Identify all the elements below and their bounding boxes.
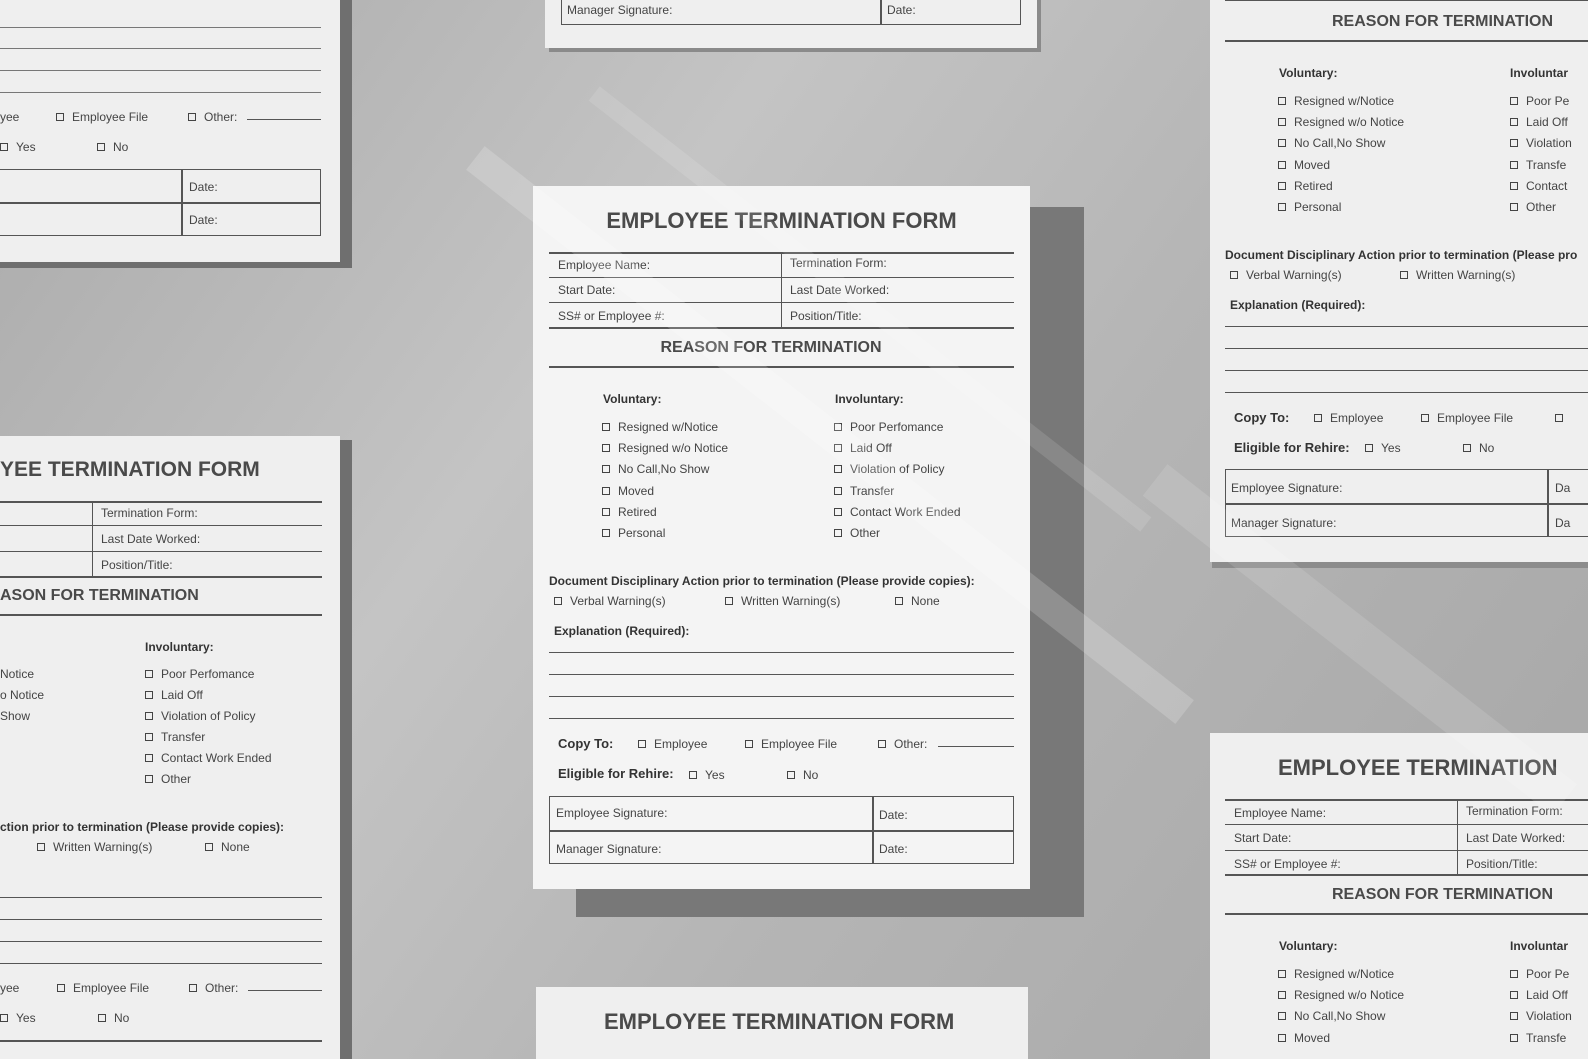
checkbox-icon bbox=[1510, 161, 1518, 169]
termination-form-field: Termination Form: bbox=[101, 506, 198, 520]
involuntary-option[interactable]: Laid Off bbox=[145, 688, 203, 702]
rehire-no-option[interactable]: No bbox=[787, 768, 818, 782]
voluntary-option[interactable]: Retired bbox=[602, 505, 657, 519]
main-form-sheet bbox=[533, 186, 1030, 889]
checkbox-icon bbox=[56, 113, 64, 121]
form-title: EMPLOYEE TERMINATION FORM bbox=[604, 1009, 955, 1034]
checkbox-icon bbox=[145, 691, 153, 699]
termination-form-field: Termination Form: bbox=[1466, 804, 1563, 818]
checkbox-icon bbox=[834, 423, 842, 431]
involuntary-option[interactable]: Laid Off bbox=[1510, 988, 1568, 1002]
checkbox-icon bbox=[1278, 97, 1286, 105]
top-left-form-sheet bbox=[0, 0, 340, 262]
voluntary-item-partial: Notice bbox=[0, 667, 35, 681]
checkbox-icon bbox=[895, 597, 903, 605]
checkbox-icon bbox=[145, 670, 153, 678]
checkbox-icon bbox=[554, 597, 562, 605]
copy-employee-file-option[interactable]: Employee File bbox=[745, 737, 837, 751]
copy-to-label: Copy To: bbox=[1234, 410, 1290, 425]
checkbox-icon bbox=[1510, 139, 1518, 147]
checkbox-icon bbox=[1510, 97, 1518, 105]
explanation-line[interactable] bbox=[549, 696, 1014, 697]
right-top-form-sheet bbox=[1210, 0, 1588, 562]
checkbox-icon bbox=[1400, 271, 1408, 279]
verbal-warning-option[interactable]: Verbal Warning(s) bbox=[1230, 268, 1342, 282]
explanation-line[interactable] bbox=[549, 674, 1014, 675]
involuntary-option[interactable]: Other bbox=[1510, 200, 1556, 214]
checkbox-icon bbox=[787, 771, 795, 779]
position-title-field: Position/Title: bbox=[1466, 857, 1538, 871]
involuntary-option[interactable]: Violation bbox=[1510, 136, 1572, 150]
written-warning-option[interactable]: Written Warning(s) bbox=[725, 594, 840, 608]
checkbox-icon bbox=[1314, 414, 1322, 422]
reason-heading: REASON FOR TERMINATION bbox=[1332, 886, 1554, 903]
involuntary-option[interactable]: Violation bbox=[1510, 1009, 1572, 1023]
checkbox-icon bbox=[188, 113, 196, 121]
rehire-yes-option[interactable]: Yes bbox=[689, 768, 725, 782]
checkbox-icon bbox=[1278, 203, 1286, 211]
involuntary-label: Involuntary: bbox=[145, 640, 214, 654]
involuntary-option[interactable]: Contact bbox=[1510, 179, 1567, 193]
bottom-center-form-sheet bbox=[536, 987, 1028, 1059]
written-warning-option[interactable]: Written Warning(s) bbox=[1400, 268, 1515, 282]
rehire-yes-option[interactable]: Yes bbox=[0, 140, 36, 154]
explanation-line[interactable] bbox=[549, 718, 1014, 719]
reason-heading-partial: ASON FOR TERMINATION bbox=[0, 587, 199, 604]
date-label-partial: Da bbox=[1555, 481, 1571, 495]
voluntary-option[interactable]: Moved bbox=[602, 484, 654, 498]
checkbox-icon bbox=[834, 508, 842, 516]
manager-signature-date[interactable]: Date: bbox=[879, 842, 908, 856]
voluntary-option[interactable]: Resigned w/o Notice bbox=[1278, 988, 1404, 1002]
rehire-no-option[interactable]: No bbox=[97, 140, 128, 154]
involuntary-option[interactable]: Transfer bbox=[145, 730, 205, 744]
disciplinary-label-partial: ction prior to termination (Please provide copies): bbox=[0, 820, 285, 834]
checkbox-icon bbox=[1510, 1034, 1518, 1042]
involuntary-label-partial: Involuntar bbox=[1510, 66, 1569, 80]
checkbox-icon bbox=[1510, 203, 1518, 211]
form-title-partial: YEE TERMINATION FORM bbox=[0, 458, 260, 481]
involuntary-option[interactable]: Other bbox=[834, 526, 880, 540]
voluntary-label: Voluntary: bbox=[1279, 66, 1338, 80]
checkbox-icon bbox=[145, 733, 153, 741]
last-date-worked-field: Last Date Worked: bbox=[1466, 831, 1566, 845]
disciplinary-label-partial: Document Disciplinary Action prior to termination (Please pro bbox=[1225, 248, 1578, 262]
explanation-label: Explanation (Required): bbox=[1230, 298, 1366, 312]
checkbox-icon bbox=[1278, 139, 1286, 147]
checkbox-icon bbox=[602, 465, 610, 473]
copy-other-option[interactable]: Other: bbox=[189, 981, 238, 995]
copy-other-checkbox[interactable] bbox=[1555, 411, 1571, 425]
checkbox-icon bbox=[602, 423, 610, 431]
checkbox-icon bbox=[602, 444, 610, 452]
checkbox-icon bbox=[745, 740, 753, 748]
voluntary-option[interactable]: Personal bbox=[602, 526, 665, 540]
voluntary-item-partial: o Notice bbox=[0, 688, 45, 702]
voluntary-option[interactable]: No Call,No Show bbox=[602, 462, 709, 476]
checkbox-icon bbox=[1463, 444, 1471, 452]
date-label-partial: Da bbox=[1555, 516, 1571, 530]
employee-signature-date[interactable]: Date: bbox=[879, 808, 908, 822]
checkbox-icon bbox=[834, 487, 842, 495]
involuntary-option[interactable]: Contact Work Ended bbox=[145, 751, 272, 765]
involuntary-option[interactable]: Poor Pe bbox=[1510, 94, 1569, 108]
checkbox-icon bbox=[1510, 970, 1518, 978]
checkbox-icon bbox=[1510, 182, 1518, 190]
checkbox-icon bbox=[1510, 118, 1518, 126]
checkbox-icon bbox=[57, 984, 65, 992]
involuntary-option[interactable]: Laid Off bbox=[834, 441, 892, 455]
voluntary-option[interactable]: Resigned w/o Notice bbox=[602, 441, 728, 455]
verbal-warning-option[interactable]: Verbal Warning(s) bbox=[554, 594, 666, 608]
involuntary-label-partial: Involuntar bbox=[1510, 939, 1569, 953]
top-center-form-sheet bbox=[545, 0, 1037, 48]
checkbox-icon bbox=[834, 529, 842, 537]
checkbox-icon bbox=[602, 529, 610, 537]
last-date-worked-field[interactable]: Last Date Worked: bbox=[790, 283, 890, 297]
employee-name-field: Employee Name: bbox=[1234, 806, 1327, 820]
involuntary-option[interactable]: Transfe bbox=[1510, 1031, 1566, 1045]
involuntary-option[interactable]: Transfe bbox=[1510, 158, 1566, 172]
checkbox-icon bbox=[189, 984, 197, 992]
checkbox-icon bbox=[145, 754, 153, 762]
reason-heading: REASON FOR TERMINATION bbox=[1332, 13, 1554, 30]
checkbox-icon bbox=[638, 740, 646, 748]
explanation-line[interactable] bbox=[549, 652, 1014, 653]
voluntary-option[interactable]: Personal bbox=[1278, 200, 1341, 214]
explanation-label: Explanation (Required): bbox=[554, 624, 690, 638]
written-warning-option[interactable]: Written Warning(s) bbox=[37, 840, 152, 854]
position-title-field[interactable]: Position/Title: bbox=[790, 309, 862, 323]
ss-employee-field: SS# or Employee #: bbox=[1234, 857, 1341, 871]
checkbox-icon bbox=[602, 487, 610, 495]
voluntary-option[interactable]: Resigned w/Notice bbox=[1278, 94, 1394, 108]
copy-employee-file-option[interactable]: Employee File bbox=[1421, 411, 1513, 425]
checkbox-icon bbox=[0, 1014, 8, 1022]
employee-signature-field[interactable]: Employee Signature: bbox=[556, 806, 668, 820]
checkbox-icon bbox=[145, 775, 153, 783]
date-label: Date: bbox=[189, 213, 218, 227]
employee-name-field[interactable]: Employee Name: bbox=[558, 258, 651, 272]
position-title-field: Position/Title: bbox=[101, 558, 173, 572]
copy-to-employee-partial: yee bbox=[0, 110, 20, 124]
checkbox-icon bbox=[725, 597, 733, 605]
copy-to-employee-partial: yee bbox=[0, 981, 20, 995]
voluntary-option[interactable]: Moved bbox=[1278, 1031, 1330, 1045]
involuntary-option[interactable]: Laid Off bbox=[1510, 115, 1568, 129]
voluntary-option[interactable]: Moved bbox=[1278, 158, 1330, 172]
involuntary-label: Involuntary: bbox=[835, 392, 904, 406]
involuntary-option[interactable]: Poor Perfomance bbox=[834, 420, 943, 434]
checkbox-icon bbox=[689, 771, 697, 779]
date-label: Date: bbox=[887, 3, 916, 17]
voluntary-option[interactable]: No Call,No Show bbox=[1278, 1009, 1385, 1023]
ss-employee-field[interactable]: SS# or Employee #: bbox=[558, 309, 665, 323]
involuntary-option[interactable]: Transfer bbox=[834, 484, 894, 498]
checkbox-icon bbox=[0, 143, 8, 151]
other-input-line[interactable] bbox=[938, 746, 1014, 747]
form-title-partial: EMPLOYEE TERMINATION bbox=[1278, 755, 1558, 780]
checkbox-icon bbox=[1278, 118, 1286, 126]
copy-other-option[interactable]: Other: bbox=[188, 110, 237, 124]
form-title: EMPLOYEE TERMINATION FORM bbox=[606, 208, 957, 233]
checkbox-icon bbox=[1421, 414, 1429, 422]
left-form-sheet bbox=[0, 436, 340, 1059]
checkbox-icon bbox=[834, 465, 842, 473]
involuntary-option[interactable]: Poor Pe bbox=[1510, 967, 1569, 981]
checkbox-icon bbox=[205, 843, 213, 851]
rehire-yes-option[interactable]: Yes bbox=[0, 1011, 36, 1025]
last-date-worked-field: Last Date Worked: bbox=[101, 532, 201, 546]
checkbox-icon bbox=[145, 712, 153, 720]
date-label: Date: bbox=[189, 180, 218, 194]
copy-to-label: Copy To: bbox=[558, 736, 614, 751]
checkbox-icon bbox=[1278, 1012, 1286, 1020]
checkbox-icon bbox=[1510, 991, 1518, 999]
rehire-label: Eligible for Rehire: bbox=[558, 766, 674, 781]
voluntary-option[interactable]: No Call,No Show bbox=[1278, 136, 1385, 150]
rehire-yes-option[interactable]: Yes bbox=[1365, 441, 1401, 455]
rehire-no-option[interactable]: No bbox=[1463, 441, 1494, 455]
checkbox-icon bbox=[1278, 182, 1286, 190]
voluntary-label: Voluntary: bbox=[603, 392, 662, 406]
none-option[interactable]: None bbox=[205, 840, 250, 854]
copy-employee-option[interactable]: Employee bbox=[638, 737, 707, 751]
none-option[interactable]: None bbox=[895, 594, 940, 608]
checkbox-icon bbox=[834, 444, 842, 452]
involuntary-option[interactable]: Contact Work Ended bbox=[834, 505, 961, 519]
checkbox-icon bbox=[1555, 414, 1563, 422]
checkbox-icon bbox=[97, 143, 105, 151]
checkbox-icon bbox=[602, 508, 610, 516]
rehire-label: Eligible for Rehire: bbox=[1234, 440, 1350, 455]
voluntary-option[interactable]: Resigned w/Notice bbox=[1278, 967, 1394, 981]
termination-form-field[interactable]: Termination Form: bbox=[790, 256, 887, 270]
copy-employee-option[interactable]: Employee bbox=[1314, 411, 1383, 425]
involuntary-option[interactable]: Violation of Policy bbox=[834, 462, 945, 476]
manager-signature-field[interactable]: Manager Signature: bbox=[556, 842, 662, 856]
copy-employee-file-option[interactable]: Employee File bbox=[56, 110, 148, 124]
checkbox-icon bbox=[1365, 444, 1373, 452]
checkbox-icon bbox=[1510, 1012, 1518, 1020]
disciplinary-label: Document Disciplinary Action prior to termination (Please provide copies): bbox=[549, 574, 975, 588]
involuntary-option[interactable]: Violation of Policy bbox=[145, 709, 256, 723]
right-bottom-form-sheet bbox=[1210, 733, 1588, 1059]
voluntary-option[interactable]: Retired bbox=[1278, 179, 1333, 193]
checkbox-icon bbox=[1278, 161, 1286, 169]
rehire-no-option[interactable]: No bbox=[98, 1011, 129, 1025]
manager-signature-field: Manager Signature: bbox=[567, 3, 673, 17]
checkbox-icon bbox=[98, 1014, 106, 1022]
involuntary-option[interactable]: Other bbox=[145, 772, 191, 786]
checkbox-icon bbox=[1278, 970, 1286, 978]
employee-signature-field: Employee Signature: bbox=[1231, 481, 1343, 495]
checkbox-icon bbox=[37, 843, 45, 851]
voluntary-option[interactable]: Resigned w/o Notice bbox=[1278, 115, 1404, 129]
voluntary-item-partial: Show bbox=[0, 709, 31, 723]
voluntary-option[interactable]: Resigned w/Notice bbox=[602, 420, 718, 434]
checkbox-icon bbox=[1278, 1034, 1286, 1042]
checkbox-icon bbox=[1278, 991, 1286, 999]
checkbox-icon bbox=[1230, 271, 1238, 279]
reason-heading: REASON FOR TERMINATION bbox=[660, 339, 882, 356]
checkbox-icon bbox=[878, 740, 886, 748]
copy-other-option[interactable]: Other: bbox=[878, 737, 927, 751]
start-date-field: Start Date: bbox=[1234, 831, 1292, 845]
involuntary-option[interactable]: Poor Perfomance bbox=[145, 667, 254, 681]
start-date-field[interactable]: Start Date: bbox=[558, 283, 616, 297]
manager-signature-field: Manager Signature: bbox=[1231, 516, 1337, 530]
voluntary-label: Voluntary: bbox=[1279, 939, 1338, 953]
copy-employee-file-option[interactable]: Employee File bbox=[57, 981, 149, 995]
